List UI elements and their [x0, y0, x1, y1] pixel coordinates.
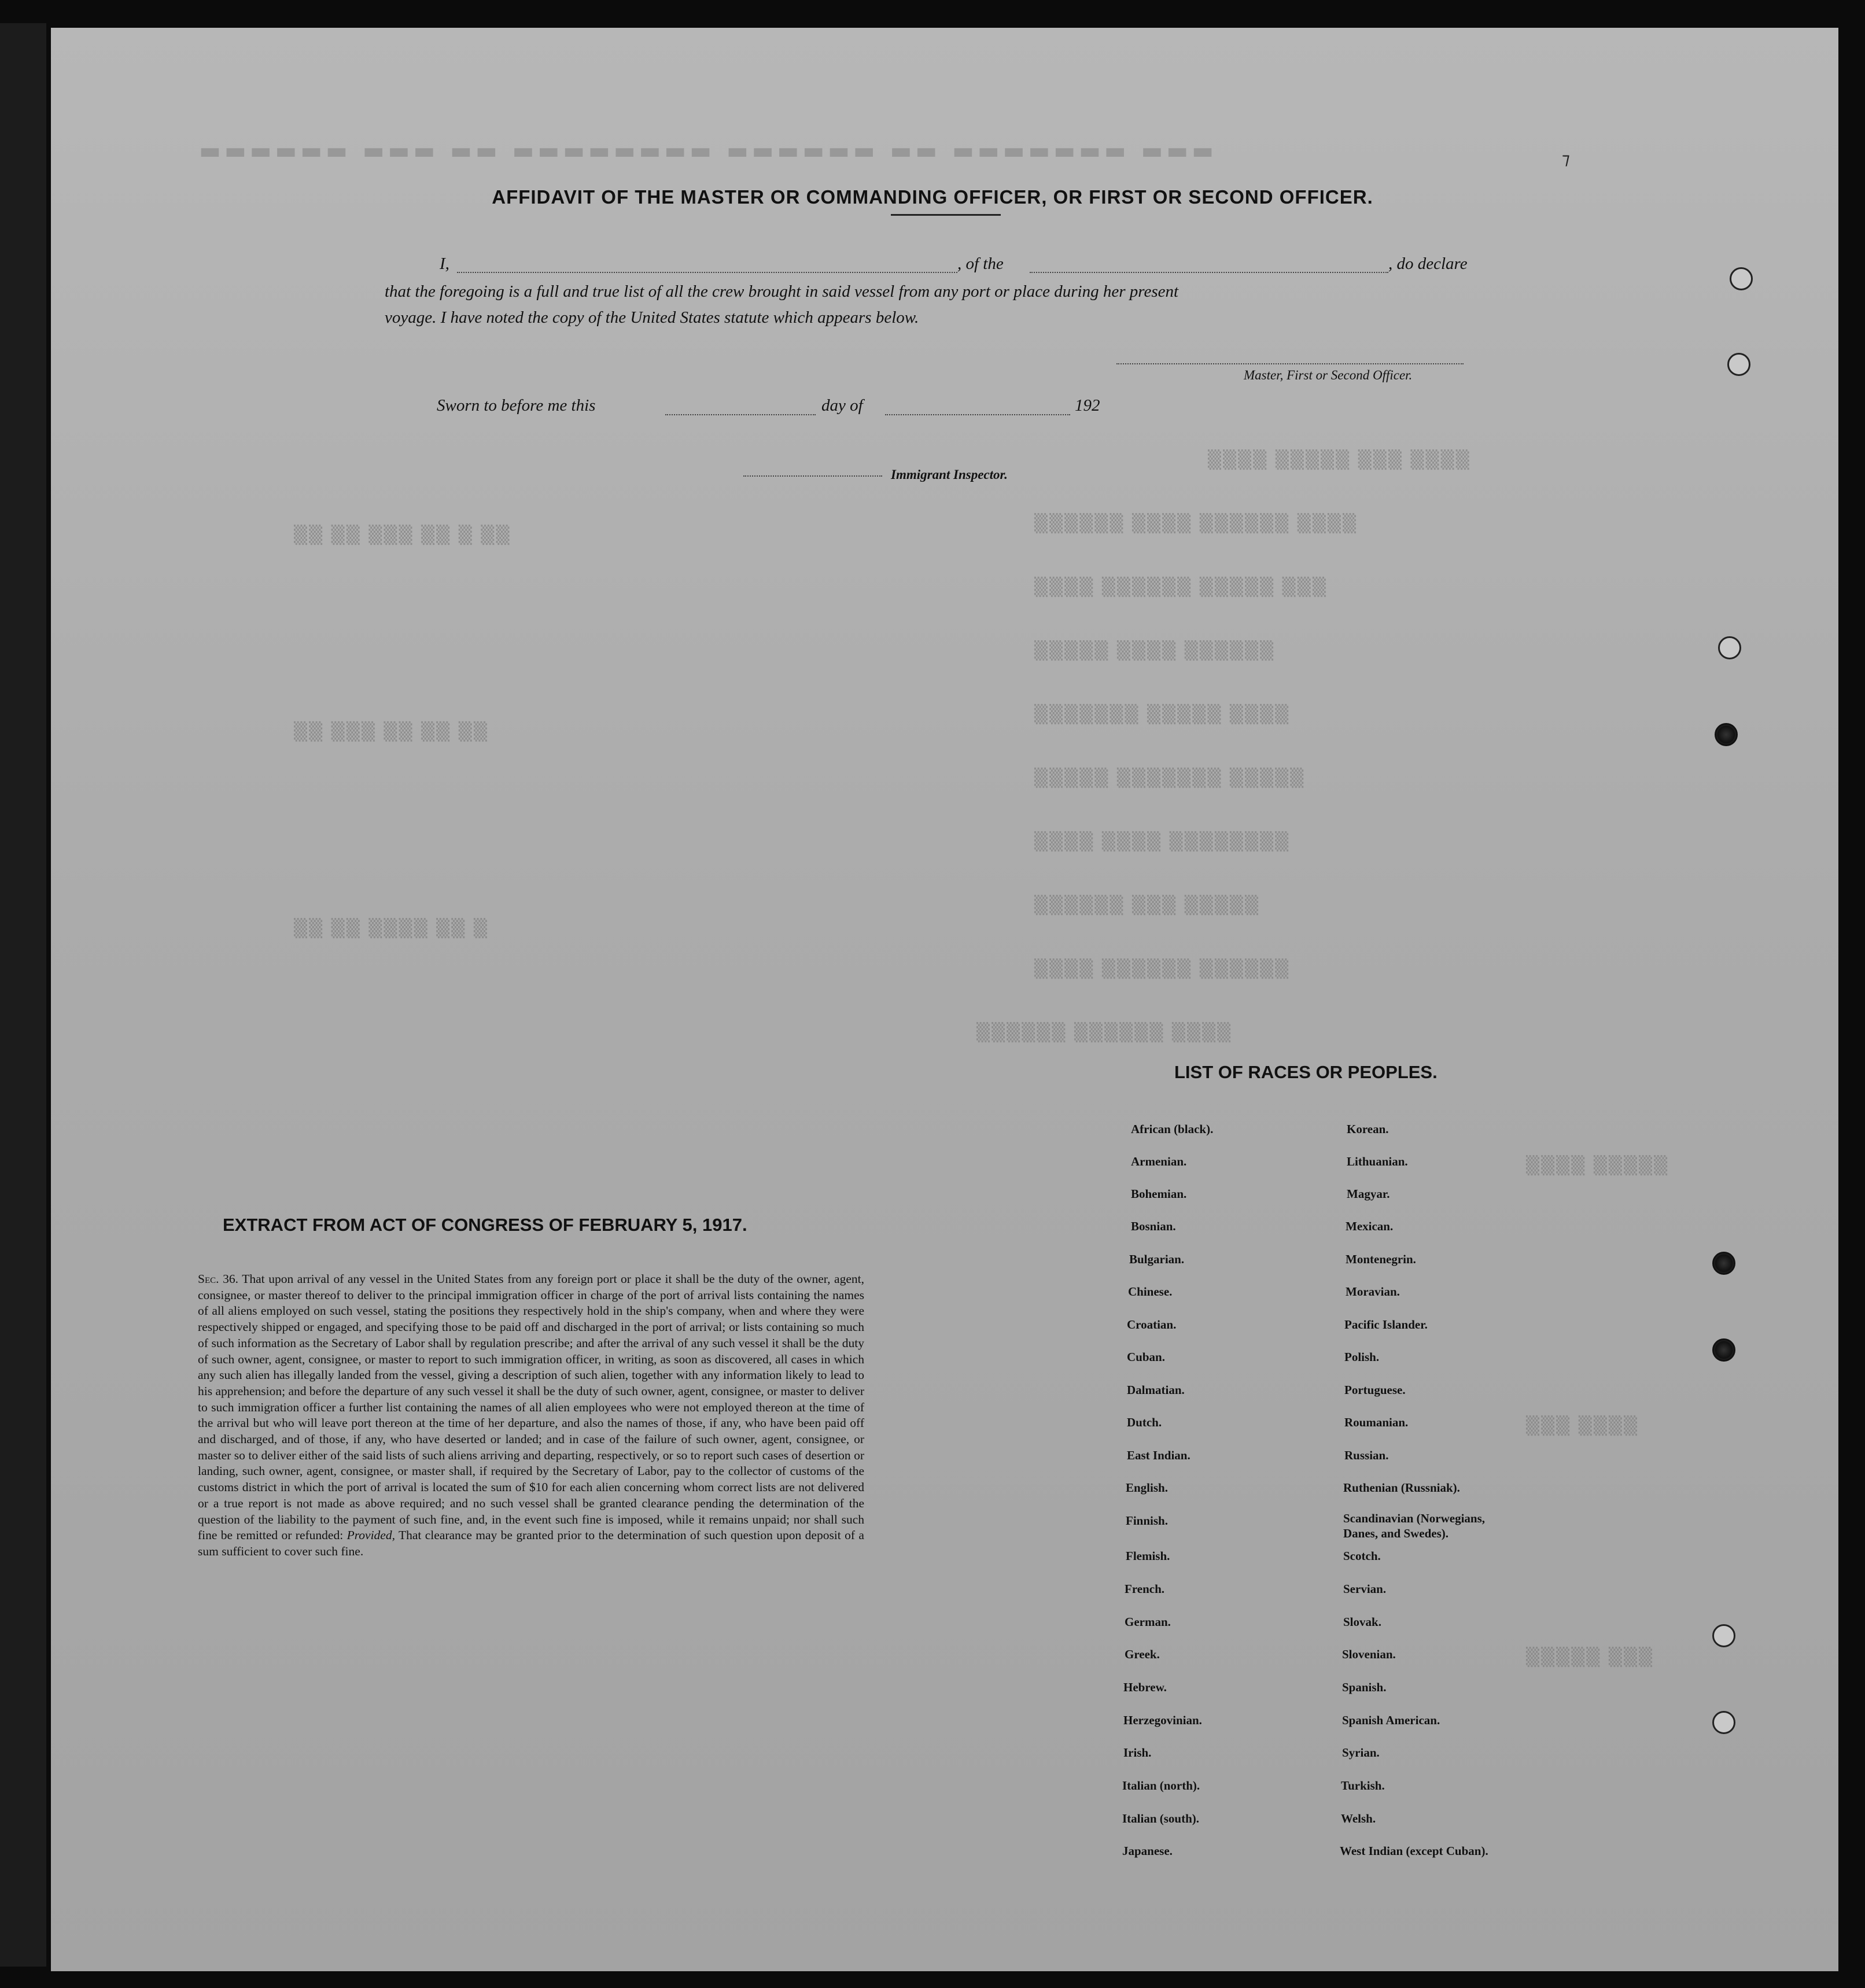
race-item: Polish.: [1344, 1350, 1380, 1364]
bleed-through-handwriting: ▒▒▒▒▒▒ ▒▒▒ ▒▒▒▒▒: [1034, 895, 1260, 916]
bleed-through-handwriting: ▒▒▒▒▒ ▒▒▒▒▒▒▒ ▒▒▒▒▒: [1034, 768, 1306, 788]
race-item: Armenian.: [1131, 1155, 1187, 1168]
bleed-through-handwriting: ▒▒▒ ▒▒▒▒: [1526, 1416, 1639, 1436]
bleed-through-handwriting: ▒▒▒▒ ▒▒▒▒▒ ▒▒▒ ▒▒▒▒: [1208, 450, 1471, 470]
race-item: West Indian (except Cuban).: [1340, 1844, 1488, 1858]
margin-check-mark: ⁊: [1562, 150, 1570, 168]
bleed-through-handwriting: ▒▒▒▒▒ ▒▒▒: [1526, 1647, 1654, 1668]
race-item: Cuban.: [1127, 1350, 1165, 1364]
race-item: Portuguese.: [1344, 1383, 1406, 1397]
extract-provided: Provided,: [347, 1528, 395, 1543]
race-item: Turkish.: [1341, 1779, 1385, 1792]
inspector-label: Immigrant Inspector.: [891, 467, 1008, 482]
affidavit-title: AFFIDAVIT OF THE MASTER OR COMMANDING OFFICER, OR FIRST OR SECOND OFFICER.: [492, 186, 1373, 208]
bleed-through-handwriting: ▒▒▒▒▒▒ ▒▒▒▒ ▒▒▒▒▒▒ ▒▒▒▒: [1034, 514, 1358, 534]
extract-section-label: Sec. 36.: [198, 1272, 238, 1286]
declaration-of-the-label: , of the: [957, 255, 1004, 273]
race-item: East Indian.: [1127, 1448, 1190, 1462]
year-label: 192: [1075, 396, 1100, 415]
race-item: Bosnian.: [1131, 1219, 1176, 1233]
race-item: Finnish.: [1126, 1514, 1168, 1528]
race-item: French.: [1125, 1582, 1165, 1596]
sworn-label: Sworn to before me this: [437, 396, 596, 415]
scan-left-edge: [0, 23, 46, 1967]
master-signature-label: Master, First or Second Officer.: [1244, 368, 1413, 382]
bleed-through-handwriting: ▒▒ ▒▒ ▒▒▒▒ ▒▒ ▒: [294, 919, 489, 939]
binder-hole: [1718, 636, 1741, 659]
sworn-month-field[interactable]: [885, 414, 1070, 415]
race-item: Bulgarian.: [1129, 1252, 1185, 1266]
race-item: Lithuanian.: [1347, 1155, 1408, 1168]
extract-text-after: That clearance may be granted prior to the determination of such question upon deposit of a sum sufficient to cover such fine.: [198, 1528, 864, 1558]
race-item: Servian.: [1343, 1582, 1387, 1596]
race-item: Bohemian.: [1131, 1187, 1187, 1201]
binder-hole: [1715, 723, 1738, 746]
race-item: Welsh.: [1341, 1812, 1376, 1825]
races-title: LIST OF RACES OR PEOPLES.: [1174, 1062, 1438, 1082]
binder-hole: [1727, 353, 1750, 376]
race-item: Spanish American.: [1342, 1713, 1440, 1727]
race-item: Korean.: [1347, 1122, 1389, 1136]
race-item: Greek.: [1125, 1647, 1160, 1661]
sworn-day-field[interactable]: [665, 414, 816, 415]
race-item: German.: [1125, 1615, 1171, 1629]
race-item: Croatian.: [1127, 1318, 1177, 1332]
binder-hole: [1712, 1711, 1735, 1734]
race-item: Moravian.: [1346, 1285, 1400, 1299]
title-underline: [891, 214, 1001, 216]
binder-hole: [1712, 1624, 1735, 1647]
master-name-field[interactable]: [457, 272, 957, 273]
race-item: Italian (south).: [1122, 1812, 1200, 1825]
race-item: Ruthenian (Russniak).: [1343, 1481, 1460, 1495]
inspector-signature-field[interactable]: [743, 475, 882, 477]
race-item: Russian.: [1344, 1448, 1389, 1462]
race-item: Spanish.: [1342, 1680, 1387, 1694]
bleed-through-heading: ▬▬▬ ▬▬▬▬▬▬▬ ▬▬ ▬▬▬▬▬▬ ▬▬▬▬▬▬▬▬ ▬▬ ▬▬▬ ▬▬▬▬▬▬: [196, 138, 1214, 164]
manifest-page: [51, 28, 1838, 1971]
extract-text-main: That upon arrival of any vessel in the United States from any foreign port or place it shall be the duty of the owner, agent, consignee, or master thereof to deliver to the principal immigration officer in charge of the port of arrival lists containing the names of all aliens employed on such vessel, stating the positions they respectively hold in the ship's company, when and where they were respectively shipped or engaged, and specifying those to be paid off and discharged in the port of arrival; or lists containing so much of such information as the Secretary of Labor shall by regulation prescribe; and after the arrival of any such vessel it shall be the duty of such owner, agent, consignee, or master to report to such immigration officer, in writing, as soon as discovered, all cases in which any such alien has illegally landed from the vessel, giving a description of such alien, together with any information likely to lead to his apprehension; and before the departure of any such vessel it shall be the duty of such owner, agent, consignee, or master to deliver to such immigration officer a further list containing the names of all alien employees who were not employed thereon at the time of the arrival but who will leave port thereon at the time of her departure, and also the names of those, if any, who have been paid off and discharged, and of those, if any, who have deserted or landed; and in case of the failure of such owner, agent, consignee, or master so to deliver either of the said lists of such aliens arriving and departing, respectively, or so to report such cases of desertion or landing, such owner, agent, consignee, or master shall, if required by the Secretary of Labor, pay to the collector of customs of the customs district in which the port of arrival is located the sum of $10 for each alien concerning whom correct lists are not delivered or a true report is not made as above required; and no such vessel shall be granted clearance pending the determination of the question of the liability to the payment of such fine, and, in the event such fine is imposed, while it remains unpaid; nor shall such fine be remitted or refunded:: [198, 1272, 864, 1543]
bleed-through-handwriting: ▒▒▒▒ ▒▒▒▒▒: [1526, 1156, 1669, 1176]
race-item: Dutch.: [1127, 1415, 1162, 1429]
declaration-i-label: I,: [440, 255, 449, 273]
bleed-through-handwriting: ▒▒▒▒ ▒▒▒▒▒▒ ▒▒▒▒▒▒: [1034, 959, 1291, 979]
race-item: Scandinavian (Norwegians, Danes, and Swedes).: [1343, 1511, 1486, 1540]
master-signature-field[interactable]: [1116, 363, 1464, 364]
race-item: Irish.: [1123, 1746, 1152, 1760]
race-item: Herzegovinian.: [1123, 1713, 1202, 1727]
race-item: African (black).: [1131, 1122, 1214, 1136]
race-item: Pacific Islander.: [1344, 1318, 1428, 1332]
vessel-name-field[interactable]: [1030, 272, 1388, 273]
bleed-through-handwriting: ▒▒▒▒▒▒▒ ▒▒▒▒▒ ▒▒▒▒: [1034, 705, 1291, 725]
race-item: Magyar.: [1347, 1187, 1390, 1201]
binder-hole: [1712, 1338, 1735, 1362]
declaration-line-3: voyage. I have noted the copy of the United States statute which appears below.: [385, 308, 919, 327]
race-item: Montenegrin.: [1346, 1252, 1416, 1266]
race-item: Italian (north).: [1122, 1779, 1200, 1792]
race-item: Japanese.: [1122, 1844, 1173, 1858]
bleed-through-handwriting: ▒▒▒▒ ▒▒▒▒▒▒ ▒▒▒▒▒ ▒▒▒: [1034, 577, 1328, 597]
bleed-through-handwriting: ▒▒▒▒▒ ▒▒▒▒ ▒▒▒▒▒▒: [1034, 641, 1276, 661]
race-item: Slovak.: [1343, 1615, 1381, 1629]
declaration-do-declare-label: , do declare: [1388, 255, 1468, 273]
extract-title: EXTRACT FROM ACT OF CONGRESS OF FEBRUARY 5, 1917.: [223, 1215, 747, 1235]
day-of-label: day of: [821, 396, 863, 415]
bleed-through-handwriting: ▒▒ ▒▒▒ ▒▒ ▒▒ ▒▒: [294, 722, 489, 742]
race-item: Dalmatian.: [1127, 1383, 1185, 1397]
race-item: Slovenian.: [1342, 1647, 1396, 1661]
race-item: Scotch.: [1343, 1549, 1381, 1563]
binder-hole: [1712, 1252, 1735, 1275]
race-item: Roumanian.: [1344, 1415, 1409, 1429]
race-item: Chinese.: [1128, 1285, 1173, 1299]
bleed-through-handwriting: ▒▒▒▒▒▒ ▒▒▒▒▒▒ ▒▒▒▒: [976, 1023, 1233, 1043]
race-item: Mexican.: [1346, 1219, 1394, 1233]
race-item: Hebrew.: [1123, 1680, 1167, 1694]
extract-body: [198, 1271, 864, 1560]
race-item: Syrian.: [1342, 1746, 1380, 1760]
bleed-through-handwriting: ▒▒▒▒ ▒▒▒▒ ▒▒▒▒▒▒▒▒: [1034, 832, 1291, 852]
race-item: Flemish.: [1126, 1549, 1170, 1563]
declaration-line-2: that the foregoing is a full and true list of all the crew brought in said vessel from any port or place during her present: [385, 282, 1179, 301]
bleed-through-handwriting: ▒▒ ▒▒ ▒▒▒ ▒▒ ▒ ▒▒: [294, 525, 511, 545]
race-item: English.: [1126, 1481, 1168, 1495]
binder-hole: [1730, 267, 1753, 290]
